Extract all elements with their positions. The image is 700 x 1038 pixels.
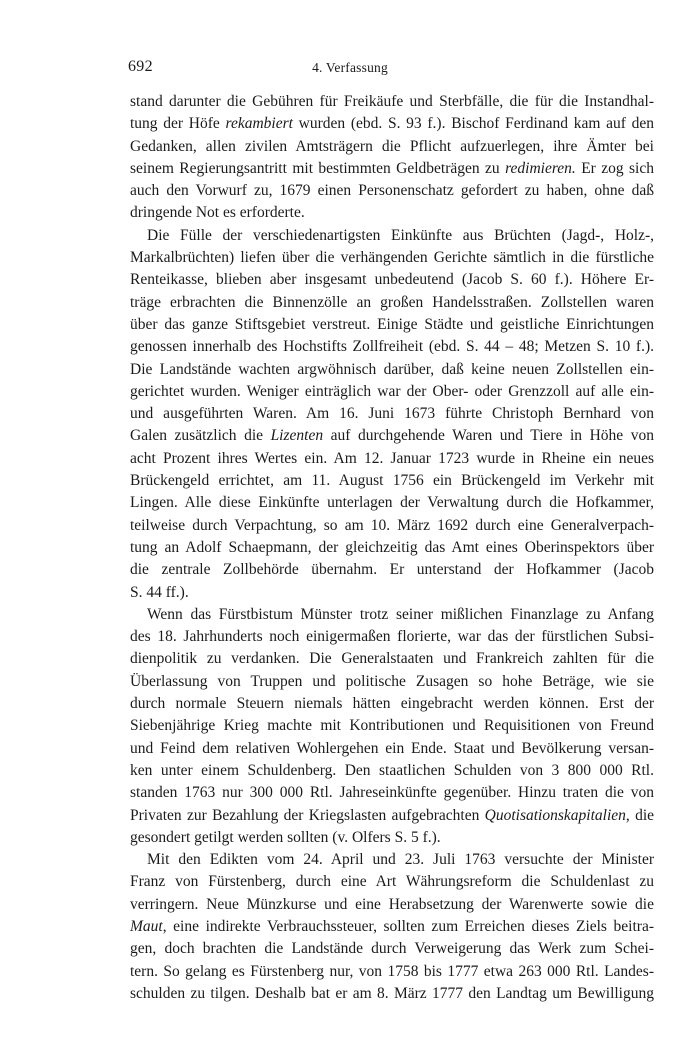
text-segment: dringende Not es erforderte.	[130, 204, 305, 222]
text-segment: stand darunter die Gebühren für Freikäufe und Sterbfälle, die für die Instandhal-	[130, 93, 654, 110]
text-segment: Wenn das Fürstbistum Münster trotz seiner mißlichen Finanzlage zu Anfang	[147, 605, 654, 623]
text-segment: auf durchgehende Waren und Tiere in Höhe von	[323, 427, 654, 445]
text-line	[130, 782, 654, 804]
text-line	[130, 983, 654, 1005]
text-line	[130, 515, 654, 537]
italic-term: Lizenten	[270, 427, 324, 445]
text-segment: wurden (ebd. S. 93 f.). Bischof Ferdinand kam auf den	[292, 115, 654, 133]
text-segment: gen, doch brachten die Landstände durch Verweigerung das Werk zum Schei-	[130, 940, 654, 958]
text-segment: teilweise durch Verpachtung, so am 10. März 1692 durch eine Generalverpach-	[130, 516, 654, 534]
text-segment: , die	[625, 806, 654, 824]
text-segment: Franz von Fürstenberg, durch eine Art Währungsreform die Schuldenlast zu	[130, 873, 654, 891]
italic-term: Quotisationskapitalien	[484, 806, 626, 824]
text-line	[130, 961, 654, 983]
text-segment: auch den Vorwurf zu, 1679 einen Personenschatz gefordert zu haben, ohne daß	[130, 182, 654, 200]
text-line	[130, 292, 654, 314]
text-segment: Mit den Edikten vom 24. April und 23. Juli 1763 versuchte der Minister	[147, 851, 654, 869]
text-line	[130, 559, 654, 581]
text-line	[130, 671, 654, 693]
text-segment: gerichtet wurden. Weniger einträglich war der Ober- oder Grenzzoll auf alle ein-	[130, 382, 654, 400]
text-segment: über das ganze Stiftsgebiet verstreut. Einige Städte und geistliche Einrichtungen	[130, 315, 654, 333]
text-segment: Galen zusätzlich die	[130, 427, 271, 445]
text-line	[130, 805, 654, 827]
text-segment: gesondert getilgt werden sollten (v. Olfers S. 5 f.).	[130, 828, 441, 846]
text-line	[130, 738, 654, 760]
text-line	[130, 916, 654, 938]
text-segment: Gedanken, allen zivilen Amtsträgern die Pflicht aufzuerlegen, ihre Ämter bei	[130, 137, 654, 155]
text-segment: Siebenjährige Krieg machte mit Kontributionen und Requisitionen von Freund	[130, 717, 654, 735]
text-line	[130, 604, 654, 626]
text-line	[130, 871, 654, 893]
text-segment: Markalbrüchten) liefen über die verhängenden Gerichte sämtlich in die fürstliche	[130, 249, 654, 267]
text-segment: Die Landstände wachten argwöhnisch darüber, daß keine neuen Zollstellen ein-	[130, 360, 654, 378]
running-head: 4. Verfassung	[312, 60, 388, 75]
text-line	[130, 470, 654, 492]
italic-term: Maut	[130, 917, 163, 935]
text-segment: genossen innerhalb des Hochstifts Zollfreiheit (ebd. S. 44 – 48; Metzen S. 10 f.).	[130, 338, 654, 356]
text-segment: dienpolitik zu verdanken. Die Generalstaaten und Frankreich zahlten für die	[130, 650, 654, 668]
text-line	[130, 269, 654, 291]
text-line	[130, 158, 654, 180]
italic-term: rekambiert	[225, 115, 293, 133]
text-line	[130, 336, 654, 358]
text-segment: tung an Adolf Schaepmann, der gleichzeitig das Amt eines Oberinspektors über	[130, 538, 654, 556]
text-segment: Überlassung von Truppen und politische Zusagen so hohe Beträge, wie sie	[130, 672, 654, 690]
text-segment: acht Prozent ihres Wertes ein. Am 12. Januar 1723 wurde in Rheine ein neues	[130, 449, 654, 467]
text-segment: und ausgeführten Waren. Am 16. Juni 1673 führte Christoph Bernhard von	[130, 405, 654, 423]
text-line	[130, 180, 654, 202]
text-segment: und Feind dem relativen Wohlergehen ein Ende. Staat und Bevölkerung versan-	[130, 739, 654, 757]
text-segment: ken unter einem Schuldenberg. Den staatlichen Schulden von 3 800 000 Rtl.	[130, 761, 654, 779]
text-line	[130, 582, 654, 604]
text-segment: träge erbrachten die Binnenzölle an großen Handelsstraßen. Zollstellen waren	[130, 293, 654, 311]
text-segment: verringern. Neue Münzkurse und eine Herabsetzung der Warenwerte sowie die	[130, 895, 654, 913]
page-number: 692	[128, 58, 153, 75]
text-segment: Privaten zur Bezahlung der Kriegslasten aufgebrachten	[130, 806, 485, 824]
italic-term: redimieren.	[505, 159, 576, 177]
text-line	[130, 849, 654, 871]
text-segment: durch normale Steuern niemals hätten eingebracht werden können. Erst der	[130, 695, 654, 713]
text-line	[130, 425, 654, 447]
text-segment: , eine indirekte Verbrauchssteuer, sollten zum Erreichen dieses Ziels beitra-	[162, 917, 654, 935]
text-segment: des 18. Jahrhunderts noch einigermaßen florierte, war das der fürstlichen Subsi-	[130, 628, 654, 646]
text-line	[130, 827, 654, 849]
text-segment: seinem Regierungsantritt mit bestimmten Geldbeträgen zu	[130, 159, 506, 177]
text-line	[130, 247, 654, 269]
text-line	[130, 537, 654, 559]
text-segment: Er zog sich	[575, 159, 654, 177]
text-line	[130, 136, 654, 158]
text-line	[130, 113, 654, 135]
body-text	[130, 91, 654, 1005]
text-line	[130, 202, 654, 224]
text-segment: die zentrale Zollbehörde übernahm. Er unterstand der Hofkammer (Jacob	[130, 561, 654, 579]
text-line	[130, 381, 654, 403]
text-line	[130, 359, 654, 381]
text-line	[130, 403, 654, 425]
text-segment: Lingen. Alle diese Einkünfte unterlagen der Verwaltung durch die Hofkammer,	[130, 494, 654, 512]
text-segment: Die Fülle der verschiedenartigsten Einkünfte aus Brüchten (Jagd-, Holz-,	[147, 226, 654, 244]
text-segment: S. 44 ff.).	[130, 583, 189, 601]
text-line	[130, 648, 654, 670]
text-line	[130, 693, 654, 715]
text-segment: Brückengeld errichtet, am 11. August 1756 ein Brückengeld im Verkehr mit	[130, 472, 654, 490]
text-line	[130, 492, 654, 514]
text-line	[130, 760, 654, 782]
text-line	[130, 894, 654, 916]
text-segment: tung der Höfe	[130, 115, 226, 133]
text-line	[130, 715, 654, 737]
text-line	[130, 225, 654, 247]
text-segment: schulden zu tilgen. Deshalb bat er am 8. März 1777 den Landtag um Bewilligung	[130, 984, 654, 1002]
text-segment: standen 1763 nur 300 000 Rtl. Jahreseinkünfte gegenüber. Hinzu traten die von	[130, 784, 654, 802]
text-line	[130, 448, 654, 470]
text-segment: tern. So gelang es Fürstenberg nur, von 1758 bis 1777 etwa 263 000 Rtl. Landes-	[130, 962, 654, 980]
text-segment: Renteikasse, blieben aber insgesamt unbedeutend (Jacob S. 60 f.). Höhere Er-	[130, 271, 654, 289]
text-line	[130, 91, 654, 113]
text-line	[130, 626, 654, 648]
text-line	[130, 938, 654, 960]
text-line	[130, 314, 654, 336]
